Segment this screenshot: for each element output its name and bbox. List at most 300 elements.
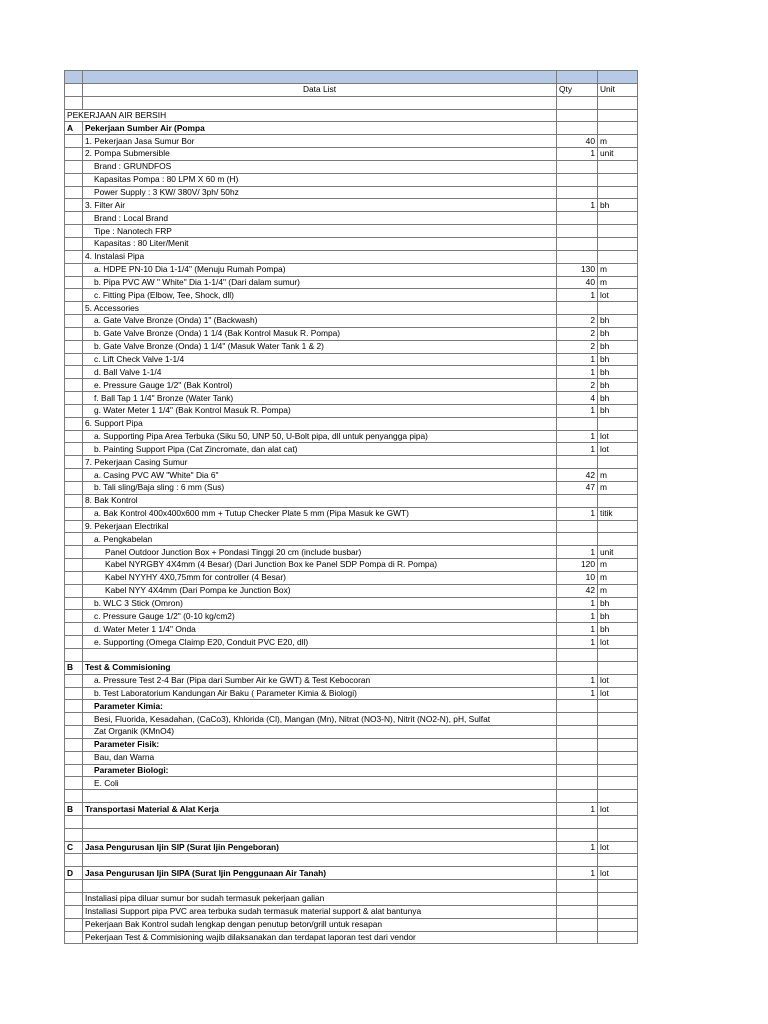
qty-cell[interactable] xyxy=(557,648,598,661)
description-cell[interactable]: b. Gate Valve Bronze (Onda) 1 1/4 (Bak Kontrol Masuk R. Pompa) xyxy=(83,327,557,340)
description-cell[interactable]: Instaliasi pipa diluar sumur bor sudah termasuk pekerjaan galian xyxy=(83,893,557,906)
table-row xyxy=(65,815,638,828)
table-row xyxy=(65,186,638,199)
unit-cell[interactable]: unit xyxy=(598,546,638,559)
unit-cell[interactable] xyxy=(598,122,638,135)
qty-cell[interactable]: 2 xyxy=(557,379,598,392)
description-cell[interactable]: Zat Organik (KMnO4) xyxy=(83,726,557,739)
description-cell[interactable]: b. WLC 3 Stick (Omron) xyxy=(83,597,557,610)
unit-cell[interactable]: bh xyxy=(598,340,638,353)
section-letter-cell[interactable]: A xyxy=(65,122,83,135)
unit-cell[interactable]: bh xyxy=(598,404,638,417)
qty-cell[interactable] xyxy=(557,456,598,469)
unit-cell[interactable] xyxy=(598,751,638,764)
description-cell[interactable]: a. Gate Valve Bronze (Onda) 1" (Backwash) xyxy=(83,315,557,328)
header-unit[interactable]: Unit xyxy=(598,83,638,96)
qty-cell[interactable]: 130 xyxy=(557,263,598,276)
description-cell[interactable]: g. Water Meter 1 1/4" (Bak Kontrol Masuk R. Pompa) xyxy=(83,404,557,417)
table-row xyxy=(65,533,638,546)
unit-cell[interactable] xyxy=(598,96,638,109)
unit-cell[interactable] xyxy=(598,918,638,931)
unit-cell[interactable] xyxy=(598,790,638,803)
unit-cell[interactable] xyxy=(598,700,638,713)
description-cell[interactable] xyxy=(83,790,557,803)
unit-cell[interactable] xyxy=(598,533,638,546)
description-cell[interactable]: Power Supply : 3 KW/ 380V/ 3ph/ 50hz xyxy=(83,186,557,199)
description-cell[interactable]: c. Fitting Pipa (Elbow, Tee, Shock, dll) xyxy=(83,289,557,302)
unit-cell[interactable] xyxy=(598,880,638,893)
table-row xyxy=(65,790,638,803)
unit-cell[interactable] xyxy=(598,777,638,790)
description-cell[interactable]: 9. Pekerjaan Electrikal xyxy=(83,520,557,533)
qty-cell[interactable] xyxy=(557,764,598,777)
unit-cell[interactable] xyxy=(598,648,638,661)
section-letter-cell[interactable] xyxy=(65,713,83,726)
unit-cell[interactable]: m xyxy=(598,276,638,289)
qty-cell[interactable]: 47 xyxy=(557,482,598,495)
section-letter-cell[interactable]: C xyxy=(65,841,83,854)
qty-cell[interactable] xyxy=(557,700,598,713)
description-cell[interactable]: Tipe : Nanotech FRP xyxy=(83,225,557,238)
unit-cell[interactable] xyxy=(598,893,638,906)
description-cell[interactable]: d. Water Meter 1 1/4" Onda xyxy=(83,623,557,636)
description-cell[interactable]: Jasa Pengurusan Ijin SIPA (Surat Ijin Penggunaan Air Tanah) xyxy=(83,867,557,880)
qty-cell[interactable]: 1 xyxy=(557,404,598,417)
qty-cell[interactable] xyxy=(557,880,598,893)
description-cell[interactable]: Pekerjaan Sumber Air (Pompa xyxy=(83,122,557,135)
unit-cell[interactable] xyxy=(598,661,638,674)
qty-cell[interactable] xyxy=(557,726,598,739)
description-cell[interactable]: 4. Instalasi Pipa xyxy=(83,250,557,263)
unit-cell[interactable]: bh xyxy=(598,327,638,340)
section-letter-cell[interactable] xyxy=(65,302,83,315)
section-letter-cell[interactable] xyxy=(65,225,83,238)
section-heading-cell[interactable]: PEKERJAAN AIR BERSIH xyxy=(65,109,557,122)
description-cell[interactable]: Kabel NYRGBY 4X4mm (4 Besar) (Dari Junction Box ke Panel SDP Pompa di R. Pompa) xyxy=(83,559,557,572)
unit-cell[interactable]: bh xyxy=(598,353,638,366)
qty-cell[interactable] xyxy=(557,751,598,764)
qty-cell[interactable] xyxy=(557,237,598,250)
unit-cell[interactable]: lot xyxy=(598,674,638,687)
qty-cell[interactable] xyxy=(557,777,598,790)
section-letter-cell[interactable] xyxy=(65,584,83,597)
qty-cell[interactable] xyxy=(557,520,598,533)
section-letter-cell[interactable] xyxy=(65,674,83,687)
table-row xyxy=(65,199,638,212)
description-cell[interactable]: Brand : Local Brand xyxy=(83,212,557,225)
description-cell[interactable]: b. Test Laboratorium Kandungan Air Baku ( Parameter Kimia & Biologi) xyxy=(83,687,557,700)
unit-cell[interactable]: m xyxy=(598,559,638,572)
description-cell[interactable]: b. Tali sling/Baja sling : 6 mm (Sus) xyxy=(83,482,557,495)
description-cell[interactable] xyxy=(83,96,557,109)
unit-cell[interactable] xyxy=(598,931,638,944)
qty-cell[interactable] xyxy=(557,186,598,199)
section-letter-cell[interactable] xyxy=(65,340,83,353)
qty-cell[interactable] xyxy=(557,918,598,931)
unit-cell[interactable]: bh xyxy=(598,379,638,392)
unit-cell[interactable]: m xyxy=(598,469,638,482)
description-cell[interactable]: e. Pressure Gauge 1/2" (Bak Kontrol) xyxy=(83,379,557,392)
unit-cell[interactable]: unit xyxy=(598,148,638,161)
description-cell[interactable]: b. Gate Valve Bronze (Onda) 1 1/4" (Masuk Water Tank 1 & 2) xyxy=(83,340,557,353)
section-letter-cell[interactable] xyxy=(65,533,83,546)
section-letter-cell[interactable] xyxy=(65,636,83,649)
unit-cell[interactable] xyxy=(598,713,638,726)
section-letter-cell[interactable] xyxy=(65,289,83,302)
section-letter-cell[interactable] xyxy=(65,520,83,533)
table-row xyxy=(65,456,638,469)
description-cell[interactable]: 1. Pekerjaan Jasa Sumur Bor xyxy=(83,135,557,148)
description-cell[interactable]: Parameter Kimia: xyxy=(83,700,557,713)
qty-cell[interactable] xyxy=(557,738,598,751)
qty-cell[interactable] xyxy=(557,250,598,263)
qty-cell[interactable] xyxy=(557,661,598,674)
table-row xyxy=(65,777,638,790)
section-letter-cell[interactable] xyxy=(65,443,83,456)
description-cell[interactable]: a. HDPE PN-10 Dia 1-1/4" (Menuju Rumah Pompa) xyxy=(83,263,557,276)
description-cell[interactable]: a. Pengkabelan xyxy=(83,533,557,546)
unit-cell[interactable]: bh xyxy=(598,199,638,212)
table-row xyxy=(65,469,638,482)
section-letter-cell[interactable] xyxy=(65,366,83,379)
table-row xyxy=(65,237,638,250)
table-row xyxy=(65,559,638,572)
description-cell[interactable]: Brand : GRUNDFOS xyxy=(83,160,557,173)
qty-cell[interactable]: 1 xyxy=(557,636,598,649)
table-row xyxy=(65,417,638,430)
unit-cell[interactable] xyxy=(598,494,638,507)
qty-cell[interactable]: 2 xyxy=(557,315,598,328)
qty-cell[interactable]: 1 xyxy=(557,610,598,623)
section-letter-cell[interactable] xyxy=(65,173,83,186)
section-letter-cell[interactable] xyxy=(65,379,83,392)
description-cell[interactable]: Jasa Pengurusan Ijin SIP (Surat Ijin Pengeboran) xyxy=(83,841,557,854)
description-cell[interactable]: 5. Accessories xyxy=(83,302,557,315)
qty-cell[interactable]: 1 xyxy=(557,546,598,559)
description-cell[interactable]: 3. Filter Air xyxy=(83,199,557,212)
section-letter-cell[interactable] xyxy=(65,417,83,430)
section-letter-cell[interactable] xyxy=(65,315,83,328)
section-letter-cell[interactable]: B xyxy=(65,803,83,816)
section-letter-cell[interactable] xyxy=(65,790,83,803)
description-cell[interactable]: a. Casing PVC AW "White" Dia 6" xyxy=(83,469,557,482)
qty-cell[interactable]: 2 xyxy=(557,327,598,340)
table-row xyxy=(65,263,638,276)
qty-cell[interactable]: 1 xyxy=(557,597,598,610)
qty-cell[interactable]: 1 xyxy=(557,353,598,366)
unit-cell[interactable] xyxy=(598,854,638,867)
description-cell[interactable] xyxy=(83,828,557,841)
section-letter-cell[interactable] xyxy=(65,777,83,790)
qty-cell[interactable] xyxy=(557,417,598,430)
section-letter-cell[interactable] xyxy=(65,726,83,739)
section-letter-cell[interactable] xyxy=(65,482,83,495)
qty-cell[interactable] xyxy=(557,96,598,109)
qty-cell[interactable]: 1 xyxy=(557,366,598,379)
section-letter-cell[interactable] xyxy=(65,815,83,828)
table-row xyxy=(65,726,638,739)
section-letter-cell[interactable] xyxy=(65,931,83,944)
unit-cell[interactable] xyxy=(598,173,638,186)
qty-cell[interactable] xyxy=(557,302,598,315)
description-cell[interactable]: Pekerjaan Bak Kontrol sudah lengkap dengan penutup beton/grill untuk resapan xyxy=(83,918,557,931)
unit-cell[interactable]: lot xyxy=(598,867,638,880)
qty-cell[interactable] xyxy=(557,212,598,225)
section-letter-cell[interactable] xyxy=(65,469,83,482)
qty-cell[interactable] xyxy=(557,122,598,135)
unit-cell[interactable]: bh xyxy=(598,366,638,379)
unit-cell[interactable]: lot xyxy=(598,636,638,649)
unit-cell[interactable] xyxy=(598,726,638,739)
description-cell[interactable]: E. Coli xyxy=(83,777,557,790)
description-cell[interactable]: 7. Pekerjaan Casing Sumur xyxy=(83,456,557,469)
section-letter-cell[interactable] xyxy=(65,880,83,893)
unit-cell[interactable] xyxy=(598,828,638,841)
description-cell[interactable]: b. Pipa PVC AW " White" Dia 1-1/4" (Dari dalam sumur) xyxy=(83,276,557,289)
unit-cell[interactable]: lot xyxy=(598,841,638,854)
description-cell[interactable]: a. Bak Kontrol 400x400x600 mm + Tutup Checker Plate 5 mm (Pipa Masuk ke GWT) xyxy=(83,507,557,520)
qty-cell[interactable]: 40 xyxy=(557,135,598,148)
qty-cell[interactable] xyxy=(557,828,598,841)
unit-cell[interactable]: lot xyxy=(598,289,638,302)
section-letter-cell[interactable] xyxy=(65,237,83,250)
qty-cell[interactable]: 1 xyxy=(557,841,598,854)
header-band-cell[interactable] xyxy=(83,71,557,84)
header-sec-cell[interactable] xyxy=(65,83,83,96)
qty-cell[interactable]: 42 xyxy=(557,469,598,482)
table-row xyxy=(65,597,638,610)
description-cell[interactable]: Bau, dan Warna xyxy=(83,751,557,764)
qty-cell[interactable] xyxy=(557,533,598,546)
data-list-body xyxy=(65,71,638,944)
qty-cell[interactable]: 2 xyxy=(557,340,598,353)
unit-cell[interactable] xyxy=(598,186,638,199)
section-letter-cell[interactable] xyxy=(65,687,83,700)
description-cell[interactable]: Kabel NYY 4X4mm (Dari Pompa ke Junction Box) xyxy=(83,584,557,597)
unit-cell[interactable]: bh xyxy=(598,597,638,610)
qty-cell[interactable] xyxy=(557,790,598,803)
qty-cell[interactable] xyxy=(557,494,598,507)
section-letter-cell[interactable] xyxy=(65,918,83,931)
description-cell[interactable]: Test & Commisioning xyxy=(83,661,557,674)
qty-cell[interactable]: 1 xyxy=(557,443,598,456)
unit-cell[interactable]: bh xyxy=(598,623,638,636)
section-letter-cell[interactable] xyxy=(65,546,83,559)
section-letter-cell[interactable] xyxy=(65,148,83,161)
unit-cell[interactable] xyxy=(598,160,638,173)
qty-cell[interactable] xyxy=(557,854,598,867)
qty-cell[interactable]: 1 xyxy=(557,674,598,687)
qty-cell[interactable]: 1 xyxy=(557,623,598,636)
description-cell[interactable]: 6. Support Pipa xyxy=(83,417,557,430)
unit-cell[interactable] xyxy=(598,738,638,751)
section-letter-cell[interactable] xyxy=(65,96,83,109)
table-row xyxy=(65,302,638,315)
unit-cell[interactable] xyxy=(598,237,638,250)
unit-cell[interactable]: titik xyxy=(598,507,638,520)
section-letter-cell[interactable] xyxy=(65,250,83,263)
section-letter-cell[interactable] xyxy=(65,212,83,225)
description-cell[interactable]: c. Pressure Gauge 1/2" (0-10 kg/cm2) xyxy=(83,610,557,623)
section-letter-cell[interactable] xyxy=(65,854,83,867)
section-letter-cell[interactable] xyxy=(65,507,83,520)
qty-cell[interactable] xyxy=(557,225,598,238)
header-band-cell[interactable] xyxy=(598,71,638,84)
description-cell[interactable]: Kabel NYYHY 4X0,75mm for controller (4 Besar) xyxy=(83,571,557,584)
description-cell[interactable]: a. Pressure Test 2-4 Bar (Pipa dari Sumber Air ke GWT) & Test Kebocoran xyxy=(83,674,557,687)
section-letter-cell[interactable] xyxy=(65,700,83,713)
qty-cell[interactable]: 1 xyxy=(557,430,598,443)
unit-cell[interactable]: lot xyxy=(598,443,638,456)
section-letter-cell[interactable] xyxy=(65,828,83,841)
qty-cell[interactable] xyxy=(557,893,598,906)
qty-cell[interactable]: 4 xyxy=(557,392,598,405)
description-cell[interactable]: d. Ball Valve 1-1/4 xyxy=(83,366,557,379)
table-row xyxy=(65,918,638,931)
description-cell[interactable]: 2. Pompa Submersible xyxy=(83,148,557,161)
description-cell[interactable] xyxy=(83,815,557,828)
qty-cell[interactable] xyxy=(557,713,598,726)
table-row xyxy=(65,867,638,880)
table-row xyxy=(65,289,638,302)
table-row xyxy=(65,160,638,173)
section-letter-cell[interactable] xyxy=(65,571,83,584)
unit-cell[interactable]: bh xyxy=(598,610,638,623)
description-cell[interactable]: a. Supporting Pipa Area Terbuka (Siku 50, UNP 50, U-Bolt pipa, dll untuk penyangga pipa) xyxy=(83,430,557,443)
section-letter-cell[interactable] xyxy=(65,494,83,507)
unit-cell[interactable] xyxy=(598,520,638,533)
description-cell[interactable]: c. Lift Check Valve 1-1/4 xyxy=(83,353,557,366)
description-cell[interactable] xyxy=(83,648,557,661)
qty-cell[interactable]: 1 xyxy=(557,507,598,520)
description-cell[interactable]: Pekerjaan Test & Commisioning wajib dilaksanakan dan terdapat laporan test dari vendor xyxy=(83,931,557,944)
description-cell[interactable]: Parameter Fisik: xyxy=(83,738,557,751)
table-row xyxy=(65,392,638,405)
description-cell[interactable]: 8. Bak Kontrol xyxy=(83,494,557,507)
unit-cell[interactable] xyxy=(598,456,638,469)
description-cell[interactable]: f. Ball Tap 1 1/4" Bronze (Water Tank) xyxy=(83,392,557,405)
section-letter-cell[interactable] xyxy=(65,186,83,199)
qty-cell[interactable]: 40 xyxy=(557,276,598,289)
qty-cell[interactable]: 1 xyxy=(557,199,598,212)
section-letter-cell[interactable] xyxy=(65,648,83,661)
section-letter-cell[interactable] xyxy=(65,751,83,764)
unit-cell[interactable]: lot xyxy=(598,687,638,700)
unit-cell[interactable] xyxy=(598,250,638,263)
description-cell[interactable]: Instaliasi Support pipa PVC area terbuka sudah termasuk material support & alat bantunya xyxy=(83,905,557,918)
unit-cell[interactable] xyxy=(598,905,638,918)
description-cell[interactable]: Transportasi Material & Alat Kerja xyxy=(83,803,557,816)
table-row xyxy=(65,905,638,918)
section-letter-cell[interactable] xyxy=(65,597,83,610)
unit-cell[interactable]: m xyxy=(598,584,638,597)
qty-cell[interactable]: 120 xyxy=(557,559,598,572)
unit-cell[interactable]: m xyxy=(598,482,638,495)
unit-cell[interactable]: m xyxy=(598,263,638,276)
table-row xyxy=(65,764,638,777)
qty-cell[interactable]: 1 xyxy=(557,148,598,161)
description-cell[interactable]: Kapasitas : 80 Liter/Menit xyxy=(83,237,557,250)
section-letter-cell[interactable] xyxy=(65,610,83,623)
qty-cell[interactable]: 10 xyxy=(557,571,598,584)
section-letter-cell[interactable] xyxy=(65,392,83,405)
qty-cell[interactable] xyxy=(557,931,598,944)
section-letter-cell[interactable] xyxy=(65,404,83,417)
description-cell[interactable]: e. Supporting (Omega Claimp E20, Conduit PVC E20, dll) xyxy=(83,636,557,649)
table-row xyxy=(65,571,638,584)
qty-cell[interactable] xyxy=(557,815,598,828)
unit-cell[interactable]: lot xyxy=(598,803,638,816)
header-data-list[interactable]: Data List xyxy=(83,83,557,96)
unit-cell[interactable] xyxy=(598,815,638,828)
section-letter-cell[interactable] xyxy=(65,353,83,366)
unit-cell[interactable]: m xyxy=(598,571,638,584)
section-letter-cell[interactable] xyxy=(65,764,83,777)
qty-cell[interactable] xyxy=(557,160,598,173)
qty-cell[interactable]: 1 xyxy=(557,867,598,880)
section-letter-cell[interactable] xyxy=(65,263,83,276)
section-letter-cell[interactable] xyxy=(65,199,83,212)
table-row xyxy=(65,648,638,661)
table-row xyxy=(65,738,638,751)
section-letter-cell[interactable] xyxy=(65,456,83,469)
unit-cell[interactable] xyxy=(598,417,638,430)
qty-cell[interactable]: 42 xyxy=(557,584,598,597)
section-letter-cell[interactable] xyxy=(65,430,83,443)
unit-cell[interactable] xyxy=(598,109,638,122)
description-cell[interactable] xyxy=(83,880,557,893)
description-cell[interactable]: Besi, Fluorida, Kesadahan, (CaCo3), Khlorida (Cl), Mangan (Mn), Nitrat (NO3-N), Nitrit (NO2-N), pH, Sulfat xyxy=(83,713,557,726)
qty-cell[interactable]: 1 xyxy=(557,687,598,700)
unit-cell[interactable]: m xyxy=(598,135,638,148)
description-cell[interactable]: b. Painting Support Pipa (Cat Zincromate, dan alat cat) xyxy=(83,443,557,456)
unit-cell[interactable]: bh xyxy=(598,315,638,328)
table-row xyxy=(65,225,638,238)
qty-cell[interactable] xyxy=(557,173,598,186)
header-qty[interactable]: Qty xyxy=(557,83,598,96)
section-letter-cell[interactable] xyxy=(65,893,83,906)
section-letter-cell[interactable] xyxy=(65,135,83,148)
description-cell[interactable] xyxy=(83,854,557,867)
unit-cell[interactable] xyxy=(598,212,638,225)
unit-cell[interactable]: bh xyxy=(598,392,638,405)
section-letter-cell[interactable] xyxy=(65,327,83,340)
description-cell[interactable]: Panel Outdoor Junction Box + Pondasi Tinggi 20 cm (include busbar) xyxy=(83,546,557,559)
description-cell[interactable]: Kapasitas Pompa : 80 LPM X 60 m (H) xyxy=(83,173,557,186)
section-letter-cell[interactable] xyxy=(65,623,83,636)
header-band-cell[interactable] xyxy=(557,71,598,84)
section-letter-cell[interactable] xyxy=(65,160,83,173)
section-letter-cell[interactable] xyxy=(65,559,83,572)
qty-cell[interactable]: 1 xyxy=(557,289,598,302)
qty-cell[interactable] xyxy=(557,905,598,918)
section-letter-cell[interactable] xyxy=(65,276,83,289)
table-row xyxy=(65,803,638,816)
description-cell[interactable]: Parameter Biologi: xyxy=(83,764,557,777)
unit-cell[interactable] xyxy=(598,302,638,315)
qty-cell[interactable]: 1 xyxy=(557,803,598,816)
section-letter-cell[interactable]: B xyxy=(65,661,83,674)
section-letter-cell[interactable] xyxy=(65,905,83,918)
table-row xyxy=(65,340,638,353)
qty-cell[interactable] xyxy=(557,109,598,122)
header-band-cell[interactable] xyxy=(65,71,83,84)
unit-cell[interactable] xyxy=(598,225,638,238)
unit-cell[interactable]: lot xyxy=(598,430,638,443)
section-letter-cell[interactable] xyxy=(65,738,83,751)
unit-cell[interactable] xyxy=(598,764,638,777)
section-letter-cell[interactable]: D xyxy=(65,867,83,880)
